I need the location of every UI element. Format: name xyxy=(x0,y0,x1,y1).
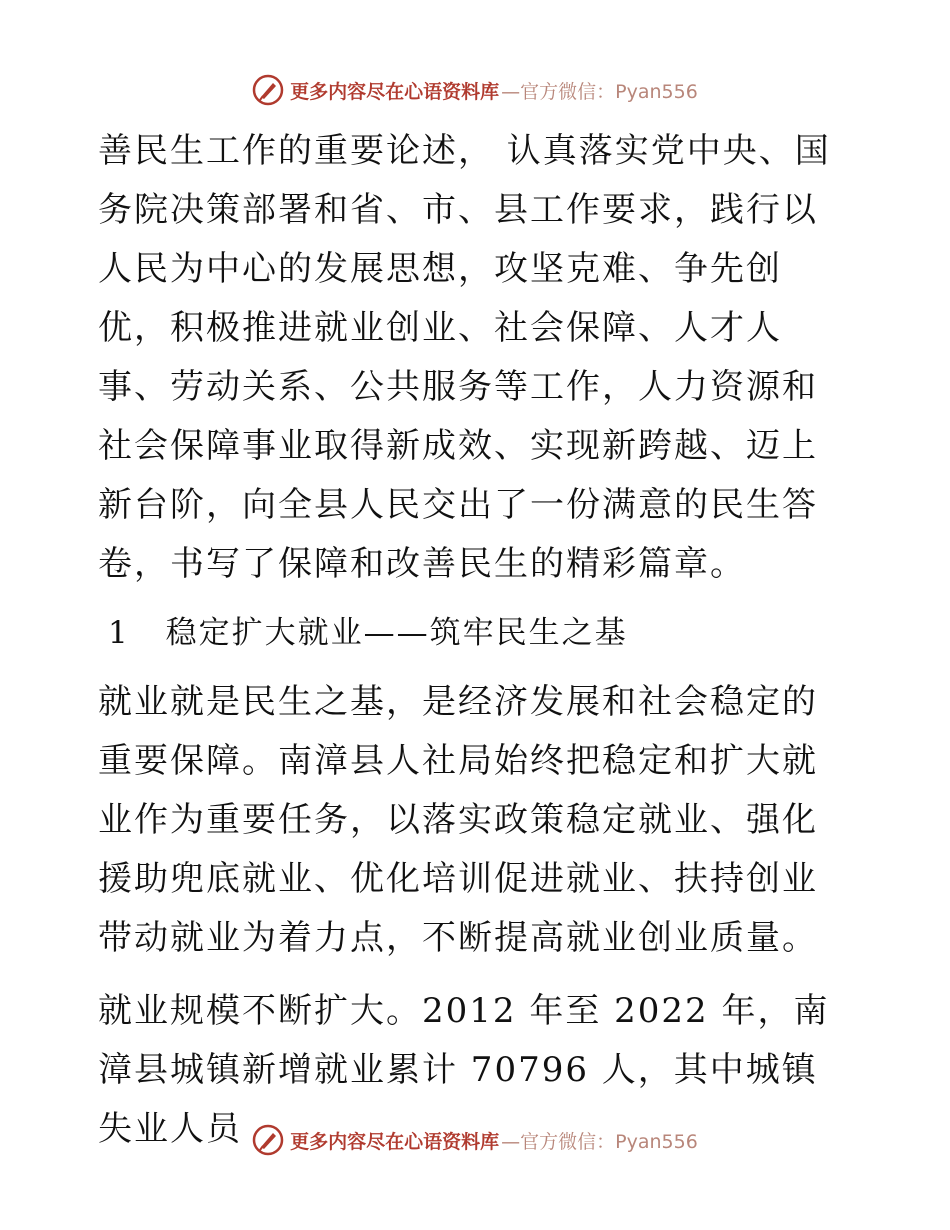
section-heading xyxy=(98,604,850,663)
paragraph: 就业规模不断扩大。2012 年至 2022 年，南漳县城镇新增就业累计 70796 人，其中城镇失业人员 xyxy=(98,991,830,1149)
footer-banner xyxy=(0,1120,950,1160)
header-banner xyxy=(0,70,950,110)
banner-wechat: —官方微信：Pyan556 xyxy=(501,1130,698,1153)
feather-pen-logo-icon xyxy=(252,1124,284,1156)
paragraph: 就业就是民生之基，是经济发展和社会稳定的重要保障。南漳县人社局始终把稳定和扩大就业作为重要任务，以落实政策稳定就业、强化援助兜底就业、优化培训促进就业、扶持创业带动就业为着力点，不断提高就业创业质量。 xyxy=(98,682,818,958)
document-body xyxy=(98,122,850,1159)
paragraph: 善民生工作的重要论述， 认真落实党中央、国务院决策部署和省、市、县工作要求，践行以人民为中心的发展思想，攻坚克难、争先创优，积极推进就业创业、社会保障、人才人事、劳动关系、公共服务等工作，人力资源和社会保障事业取得新成效、实现新跨越、迈上新台阶，向全县人民交出了一份满意的民生答卷，书写了保障和改善民生的精彩篇章。 xyxy=(98,131,831,584)
section-title: 稳定扩大就业——筑牢民生之基 xyxy=(165,615,628,651)
section-number: 1 xyxy=(108,615,130,651)
banner-text: 更多内容尽在心语资料库 xyxy=(290,80,500,103)
banner-text: 更多内容尽在心语资料库 xyxy=(290,1130,500,1153)
banner-wechat: —官方微信：Pyan556 xyxy=(501,80,698,103)
feather-pen-logo-icon xyxy=(252,74,284,106)
